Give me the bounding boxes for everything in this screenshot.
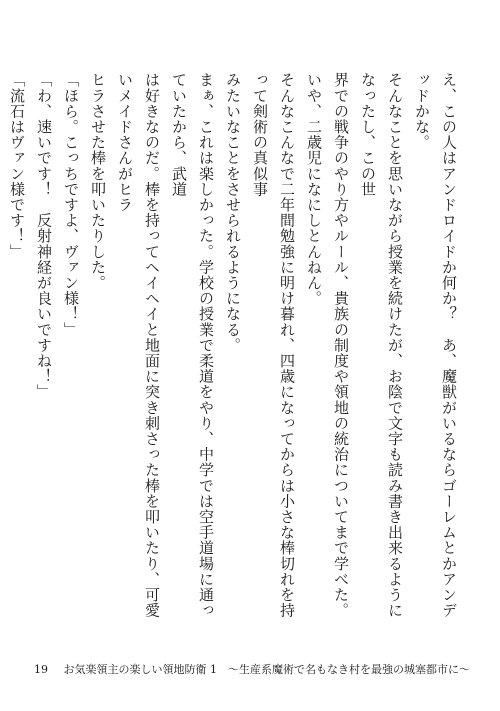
text-line: え、この人はアンドロイドか何か？ あ、魔獣がいるならゴーレムとかアンデッドかな。 (413, 72, 458, 618)
text-line: 「流石はヴァン様です！」 (8, 72, 26, 260)
text-line: みたいなことをさせられるようになる。 (224, 72, 242, 353)
text-line: ヒラさせた棒を叩いたりした。 (89, 72, 107, 291)
text-line: 「わ、速いです！ 反射神経が良いですね！」 (35, 72, 53, 400)
running-title: お気楽領主の楽しい領地防衛 1 ～生産系魔術で名もなき村を最強の城塞都市に～ (63, 663, 470, 676)
text-line (0, 72, 3, 632)
text-line: そんなこんなで二年間勉強に明け暮れ、四歳になってからは小さな棒切れを持って剣術の真似事 (251, 72, 296, 618)
page-footer (34, 661, 470, 677)
text-line: まぁ、これは楽しかった。学校の授業で柔道をやり、中学では空手道場に通っていたから、武道 (170, 72, 215, 618)
body-text (8, 72, 462, 632)
text-line: 「ほら。こっちですよ、ヴァン様！」 (62, 72, 80, 338)
page-number: 19 (34, 663, 48, 676)
text-line: は好きなのだ。棒を持ってヘイヘイと地面に突き刺さった棒を叩いたり、可愛いメイドさんがヒラ (116, 72, 161, 618)
text-line: そんなことを思いながら授業を続けたが、お陰で文字も読み書き出来るようになったし、この世 (359, 72, 404, 618)
text-line: いや、二歳児になにしとんねん。 (305, 72, 323, 306)
text-line: 界での戦争のやり方やルール、貴族の制度や領地の統治についてまで学べた。 (332, 72, 350, 618)
